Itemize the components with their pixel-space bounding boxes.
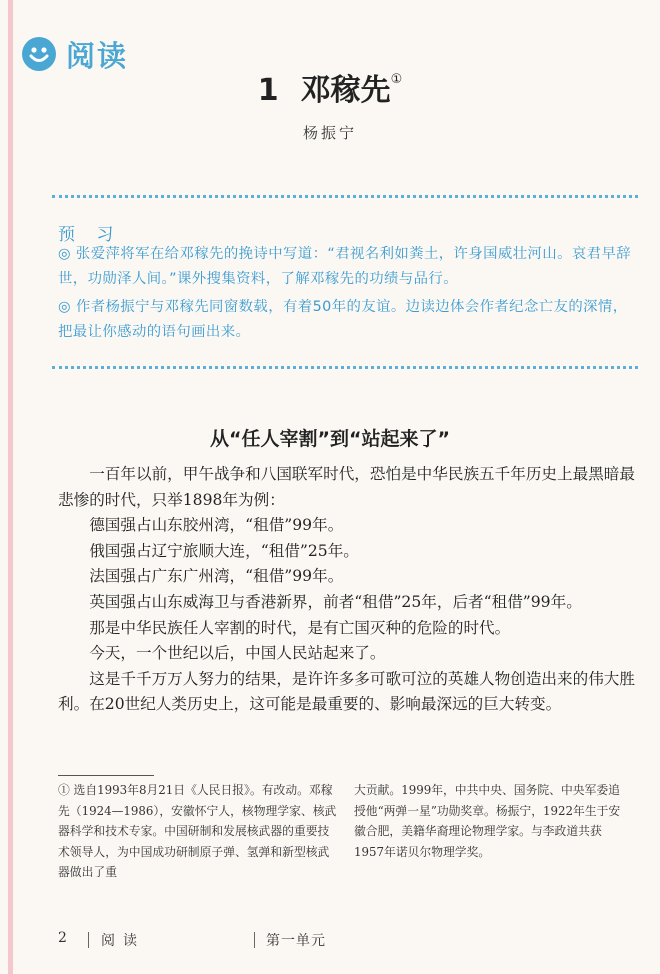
preview-bottom-divider [52,366,638,369]
paragraph: 俄国强占辽宁旅顺大连，“租借”25年。 [89,541,359,560]
section-title: 阅读 [66,38,129,73]
article-body [58,462,638,718]
lesson-number: 1 [257,73,279,108]
preview-top-divider [52,195,638,198]
paragraph: 那是中华民族任人宰割的时代，是有亡国灭种的危险的时代。 [89,618,511,637]
footnote-right-column: 大贡献。1999年，中共中央、国务院、中央军委追授他“两弹一星”功勋奖章。杨振宁，1922年生于安徽合肥，美籍华裔理论物理学家。与李政道共获1957年诺贝尔物理学奖。 [354,783,621,859]
footnote-marker: ① [390,72,403,87]
paragraph: 今天，一个世纪以后，中国人民站起来了。 [89,644,386,663]
article-section-title: 从“任人宰割”到“站起来了” [210,428,450,450]
page-footer [58,930,638,950]
footer-divider [88,932,89,948]
margin-band [8,0,13,974]
footnote-rule [58,775,154,776]
preview-item: ◎ 作者杨振宁与邓稼先同窗数载，有着50年的友谊。边读边体会作者纪念亡友的深情，把最让你感动的语句画出来。 [58,299,628,340]
paragraph: 德国强占山东胶州湾，“租借”99年。 [89,516,344,535]
preview-heading: 预 习 [58,225,122,245]
footnote-left-column: ① 选自1993年8月21日《人民日报》。有改动。邓稼先（1924—1986），安徽怀宁人，核物理学家、核武器科学和技术专家。中国研制和发展核武器的重要技术领导人，为中国成功研制原子弹、氢弹和新型核武器做出了重 [58,783,337,879]
lesson-name: 邓稼先 [300,73,391,108]
preview-item: ◎ 张爱萍将军在给邓稼先的挽诗中写道：“君视名利如粪土，许身国威壮河山。哀君早辞世，功勋泽人间。”课外搜集资料，了解邓稼先的功绩与品行。 [58,246,632,287]
page-number: 2 [58,930,67,946]
footer-section: 阅读 [101,933,145,949]
paragraph: 英国强占山东威海卫与香港新界，前者“租借”25年，后者“租借”99年。 [89,592,582,611]
paragraph: 这是千千万万人努力的结果，是许许多多可歌可泣的英雄人物创造出来的伟大胜利。在20世纪人类历史上，这可能是最重要的、影响最深远的巨大转变。 [58,669,635,714]
lesson-title [0,65,660,109]
paragraph: 法国强占广东广州湾，“租借”99年。 [89,567,344,586]
paragraph: 一百年以前，甲午战争和八国联军时代，恐怕是中华民族五千年历史上最黑暗最悲惨的时代，只举1898年为例： [58,465,635,509]
preview-box [58,242,636,348]
author-name: 杨振宁 [302,124,357,142]
footer-divider [254,932,255,948]
footer-unit: 第一单元 [266,933,326,949]
